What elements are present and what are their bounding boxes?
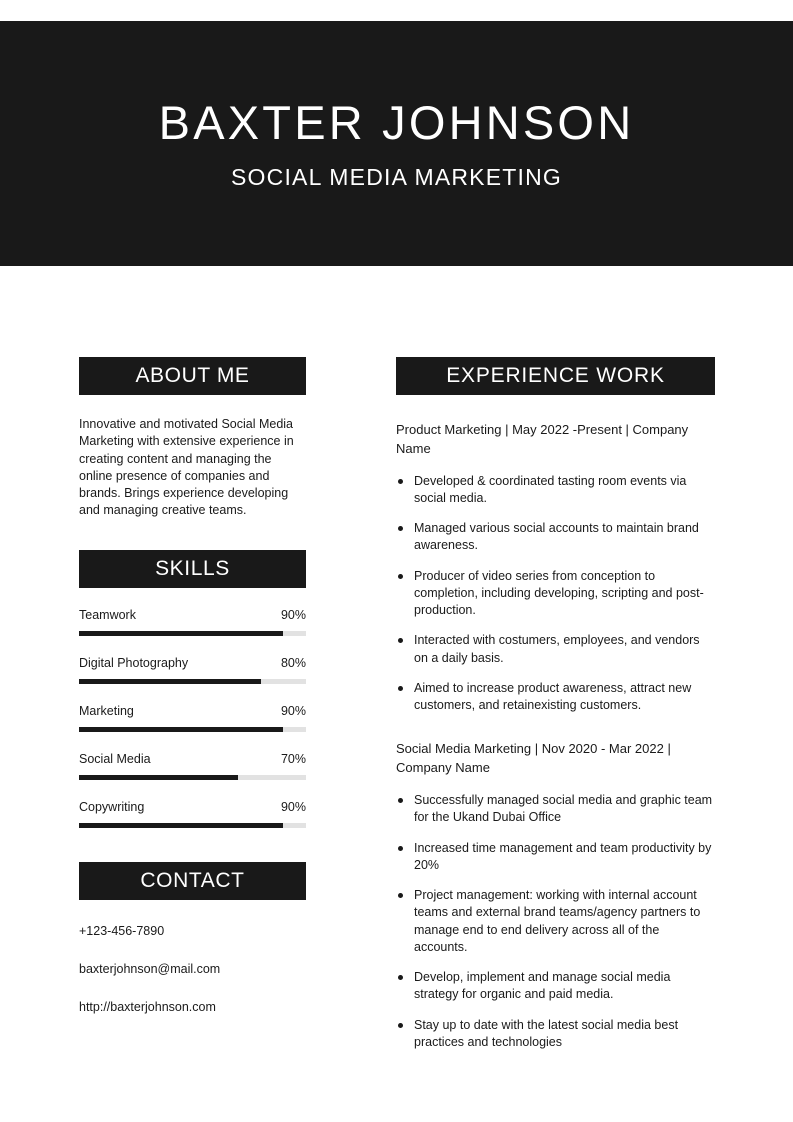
skill-label: Copywriting (79, 799, 145, 814)
experience-heading: EXPERIENCE WORK (396, 357, 715, 395)
skill-label: Social Media (79, 751, 151, 766)
skill-bar-track (79, 631, 306, 636)
skill-item (79, 608, 306, 636)
right-column (396, 357, 715, 1051)
resume-header (0, 21, 793, 266)
job-bullet: Interacted with costumers, employees, and vendors on a daily basis. (396, 632, 715, 667)
contact-website[interactable]: http://baxterjohnson.com (79, 999, 216, 1014)
job-bullet: Develop, implement and manage social media strategy for organic and paid media. (396, 969, 715, 1004)
skill-percent: 80% (280, 655, 306, 670)
skill-item (79, 656, 306, 684)
job-title: Product Marketing | May 2022 -Present | Company Name (396, 422, 689, 456)
skill-bar-track (79, 679, 306, 684)
job-bullet: Managed various social accounts to maintain brand awareness. (396, 520, 715, 555)
job-bullet: Aimed to increase product awareness, attract new customers, and retainexisting customers. (396, 680, 715, 715)
skill-bar-fill (79, 679, 261, 684)
skill-label: Teamwork (79, 607, 136, 622)
skill-label: Marketing (79, 703, 134, 718)
candidate-name: BAXTER JOHNSON (158, 95, 635, 149)
candidate-role: SOCIAL MEDIA MARKETING (231, 163, 562, 190)
experience-entry (396, 740, 715, 1051)
skill-bar-track (79, 727, 306, 732)
contact-email[interactable]: baxterjohnson@mail.com (79, 961, 221, 976)
job-bullets (396, 473, 715, 715)
skill-bar-fill (79, 727, 283, 732)
job-bullet: Project management: working with internal account teams and external brand teams/agency partners to manage end to end delivery across all of the accounts. (396, 887, 715, 956)
contact-section (79, 862, 306, 1014)
experience-entry (396, 421, 715, 714)
skill-percent: 90% (280, 703, 306, 718)
about-text: Innovative and motivated Social Media Marketing with extensive experience in creating content and managing the online presence of companies and brands. Brings experience developing and managing creative teams. (79, 417, 294, 518)
skills-section (79, 550, 306, 828)
left-column (79, 357, 306, 1014)
about-heading: ABOUT ME (79, 357, 306, 395)
skill-bar-fill (79, 775, 238, 780)
skill-percent: 90% (280, 607, 306, 622)
contact-phone[interactable]: +123-456-7890 (79, 923, 165, 938)
skill-bar-fill (79, 631, 283, 636)
skill-item (79, 704, 306, 732)
job-title: Social Media Marketing | Nov 2020 - Mar 2022 | Company Name (396, 741, 671, 776)
skill-percent: 90% (280, 799, 306, 814)
job-bullet: Producer of video series from conception to completion, including developing, scripting and post-production. (396, 568, 715, 620)
job-bullets (396, 792, 715, 1051)
job-bullet: Developed & coordinated tasting room events via social media. (396, 473, 715, 508)
job-bullet: Successfully managed social media and graphic team for the Ukand Dubai Office (396, 792, 715, 827)
contact-heading: CONTACT (79, 862, 306, 900)
skill-item (79, 752, 306, 780)
job-bullet: Stay up to date with the latest social media best practices and technologies (396, 1017, 715, 1052)
job-bullet: Increased time management and team productivity by 20% (396, 840, 715, 875)
skill-label: Digital Photography (79, 655, 189, 670)
skill-item (79, 800, 306, 828)
skill-percent: 70% (280, 751, 306, 766)
skills-heading: SKILLS (79, 550, 306, 588)
skill-bar-fill (79, 823, 283, 828)
skill-bar-track (79, 775, 306, 780)
skill-bar-track (79, 823, 306, 828)
